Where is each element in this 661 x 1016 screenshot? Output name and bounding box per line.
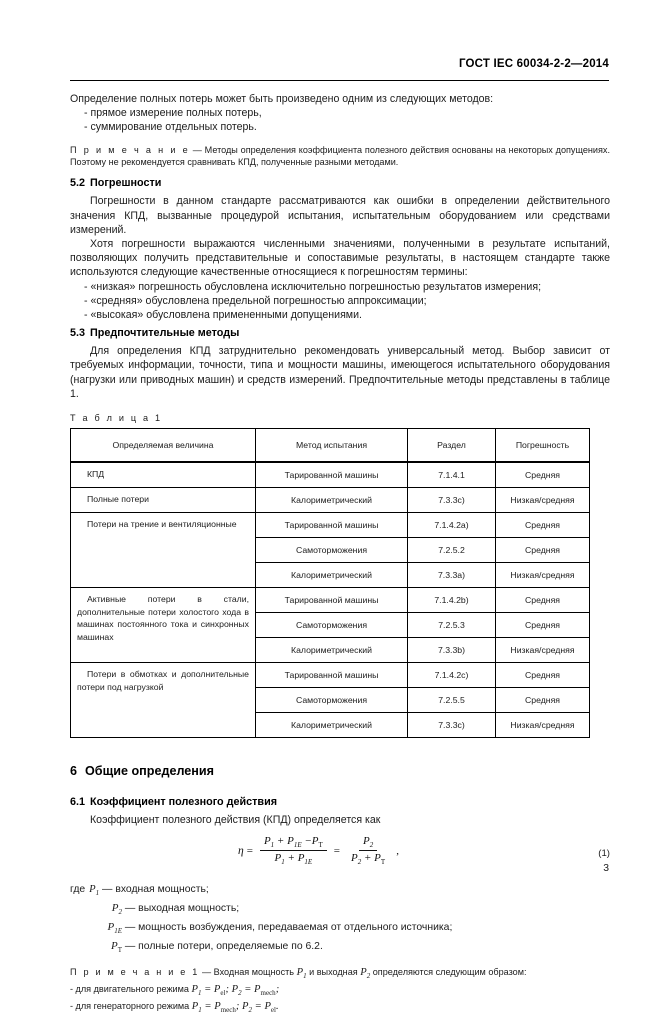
table-cell-section: 7.3.3c): [408, 488, 496, 513]
note-1-line-motor: - для двигательного режима $P_1 = P_{el}$; $P_2 = P_{mech}$;: [70, 983, 280, 997]
table-cell-section: 7.3.3a): [408, 563, 496, 588]
section-5-2-bullet-2: - «средняя» обусловлена предельной погрешностью аппроксимации;: [84, 294, 427, 307]
definition-line-p2: [70, 901, 610, 920]
table-cell-error: Средняя: [496, 462, 590, 488]
table-cell-method: Тарированной машины: [256, 513, 408, 538]
symbol-p1e: $P_{1E}$: [107, 920, 122, 935]
symbol-definitions: [70, 883, 610, 957]
efficiency-formula-row: [70, 835, 610, 881]
table-header-row: [71, 429, 590, 463]
heading-5-3-number: 5.3: [70, 327, 86, 340]
table-cell-error: Низкая/средняя: [496, 488, 590, 513]
table-cell-error: Низкая/средняя: [496, 638, 590, 663]
where-lead: где: [70, 884, 86, 896]
equals-sign-2: =: [333, 844, 341, 857]
fraction-1: [260, 835, 327, 866]
symbol-pt: $P_T$: [110, 939, 122, 954]
section-6-1-paragraph-1: Коэффициент полезного действия (КПД) определяется как: [90, 814, 381, 827]
definition-line-pt: [70, 939, 610, 958]
note-1-line-generator: - для генераторного режима $P_1 = P_{mech}$; $P_2 = P_{el}$.: [70, 1000, 279, 1014]
motor-formula: $P_1 = P_{el}$; $P_2 = P_{mech}$;: [191, 983, 280, 997]
page-header-standard-number: ГОСТ IEC 60034-2-2—2014: [458, 58, 609, 70]
definition-text-p2: — выходная мощность;: [124, 902, 240, 914]
table-cell-method: Самоторможения: [256, 688, 408, 713]
fraction-2: [347, 835, 389, 866]
heading-5-2-number: 5.2: [70, 177, 86, 190]
table-header-quantity: Определяемая величина: [71, 429, 256, 463]
table-header-section: Раздел: [408, 429, 496, 463]
table-row: [71, 663, 590, 688]
table-cell-method: Калориметрический: [256, 638, 408, 663]
section-5-2-bullet-3: - «высокая» обусловлена примененными допущениями.: [84, 309, 362, 322]
heading-5-2-title: Погрешности: [90, 177, 162, 190]
table-cell-method: Самоторможения: [256, 538, 408, 563]
equation-number: (1): [598, 848, 610, 860]
table-cell-quantity: Потери на трение и вентиляционные: [71, 513, 256, 588]
heading-5-3-title: Предпочтительные методы: [90, 327, 240, 340]
table-cell-section: 7.1.4.2a): [408, 513, 496, 538]
intro-bullet-2: - суммирование отдельных потерь.: [84, 121, 257, 134]
heading-6-number: 6: [70, 764, 78, 779]
table-cell-method: Самоторможения: [256, 613, 408, 638]
efficiency-formula: [238, 835, 402, 866]
header-divider: [70, 80, 609, 81]
note-symbol-p2: $P_2$: [360, 967, 371, 981]
table-cell-method: Калориметрический: [256, 563, 408, 588]
table-cell-method: Калориметрический: [256, 713, 408, 738]
intro-lead-paragraph: Определение полных потерь может быть произведено одним из следующих методов:: [70, 93, 494, 105]
table-cell-error: Низкая/средняя: [496, 713, 590, 738]
note-1-text-b: и выходная: [309, 967, 358, 978]
heading-5-3: [70, 327, 610, 339]
fraction-1-numerator: $P_1 + P_{1E} -P_T$: [260, 835, 327, 851]
generator-formula: $P_1 = P_{mech}$; $P_2 = P_{el}$.: [191, 1000, 279, 1014]
methods-table: [70, 428, 590, 738]
intro-bullet-1: - прямое измерение полных потерь,: [84, 107, 262, 120]
note-1-text-a: — Входная мощность: [202, 967, 295, 978]
definition-text-p1: — входная мощность;: [102, 884, 209, 896]
definition-text-p1e: — мощность возбуждения, передаваемая от отдельного источника;: [124, 921, 453, 933]
equals-sign-1: =: [246, 844, 253, 857]
table-cell-section: 7.2.5.5: [408, 688, 496, 713]
table-cell-section: 7.3.3c): [408, 713, 496, 738]
table-row: [71, 488, 590, 513]
heading-6-1-number: 6.1: [70, 796, 86, 809]
intro-note: [70, 144, 610, 169]
heading-6-title: Общие определения: [85, 764, 214, 779]
table-cell-error: Средняя: [496, 513, 590, 538]
table-cell-quantity: Активные потери в стали, дополнительные потери холостого хода в машинах постоянного тока и синхронных машинах: [71, 588, 256, 663]
table-cell-method: Тарированной машины: [256, 588, 408, 613]
definition-text-pt: — полные потери, определяемые по 6.2.: [124, 940, 323, 952]
note-label: П р и м е ч а н и е: [70, 144, 190, 155]
table-cell-section: 7.1.4.2b): [408, 588, 496, 613]
table-cell-error: Средняя: [496, 663, 590, 688]
formula-trailing-comma: ,: [396, 844, 399, 857]
section-5-2-paragraph-1: Погрешности в данном стандарте рассматриваются как ошибки в определении действительного значения КПД, вызванные процедурой испытания, испытательным оборудованием или средствами измерений.: [70, 195, 610, 236]
table-row: [71, 588, 590, 613]
heading-5-2: [70, 177, 610, 189]
eta-symbol: η: [238, 844, 244, 857]
table-cell-error: Средняя: [496, 688, 590, 713]
fraction-1-denominator: $P_1 + P_{1E}$: [274, 852, 313, 867]
note-1-text-c: определяются следующим образом:: [372, 967, 527, 978]
table-cell-method: Тарированной машины: [256, 663, 408, 688]
table-cell-method: Калориметрический: [256, 488, 408, 513]
section-6-1-note: [70, 966, 610, 983]
definition-line-p1: [70, 883, 610, 901]
table-caption: Т а б л и ц а 1: [70, 413, 163, 424]
table-cell-section: 7.1.4.2c): [408, 663, 496, 688]
table-cell-method: Тарированной машины: [256, 462, 408, 488]
note-text: — Методы определения коэффициента полезного действия основаны на некоторых допущениях. Поэтому не рекомендуется сравнивать КПД, полученные разными методами.: [70, 144, 611, 168]
heading-6-1-title: Коэффициент полезного действия: [90, 796, 278, 809]
table-cell-section: 7.2.5.3: [408, 613, 496, 638]
table-cell-quantity: Потери в обмотках и дополнительные потери под нагрузкой: [71, 663, 256, 738]
table-cell-error: Средняя: [496, 613, 590, 638]
table-row: [71, 462, 590, 488]
table-header-method: Метод испытания: [256, 429, 408, 463]
table-cell-error: Средняя: [496, 538, 590, 563]
table-cell-quantity: Полные потери: [71, 488, 256, 513]
table-cell-error: Средняя: [496, 588, 590, 613]
fraction-2-numerator: $P_2$: [359, 835, 377, 851]
table-cell-section: 7.2.5.2: [408, 538, 496, 563]
section-5-2-bullet-1: - «низкая» погрешность обусловлена исключительно погрешностью результатов измерения;: [84, 280, 542, 293]
fraction-2-denominator: $P_2 + P_T$: [351, 852, 386, 867]
symbol-p2: $P_2$: [111, 901, 122, 917]
heading-6: [70, 764, 610, 778]
heading-6-1: [70, 796, 610, 808]
page-number: 3: [603, 863, 609, 874]
page-content: [70, 92, 610, 1016]
symbol-p1: $P_1$: [89, 884, 100, 898]
note-1-label: П р и м е ч а н и е 1: [70, 967, 200, 978]
table-cell-quantity: КПД: [71, 462, 256, 488]
table-row: [71, 513, 590, 538]
table-cell-error: Низкая/средняя: [496, 563, 590, 588]
note-symbol-p1: $P_1$: [296, 967, 307, 981]
table-cell-section: 7.1.4.1: [408, 462, 496, 488]
section-5-3-paragraph-1: Для определения КПД затруднительно рекомендовать универсальный метод. Выбор зависит от требуемых информации, точности, типа и мощности машины, имеющегося испытательного оборудования (нагрузки или приводных машин) и средств измерений. Предпочтительные методы представлены в таблице 1.: [70, 345, 610, 400]
table-cell-section: 7.3.3b): [408, 638, 496, 663]
table-header-error: Погрешность: [496, 429, 590, 463]
section-5-2-paragraph-2: Хотя погрешности выражаются численными значениями, полученными в результате испытаний, позволяющих получить представительные и сопоставимые результаты, в настоящем стандарте также используются следующие качественные относящиеся к погрешностям термины:: [70, 238, 610, 279]
